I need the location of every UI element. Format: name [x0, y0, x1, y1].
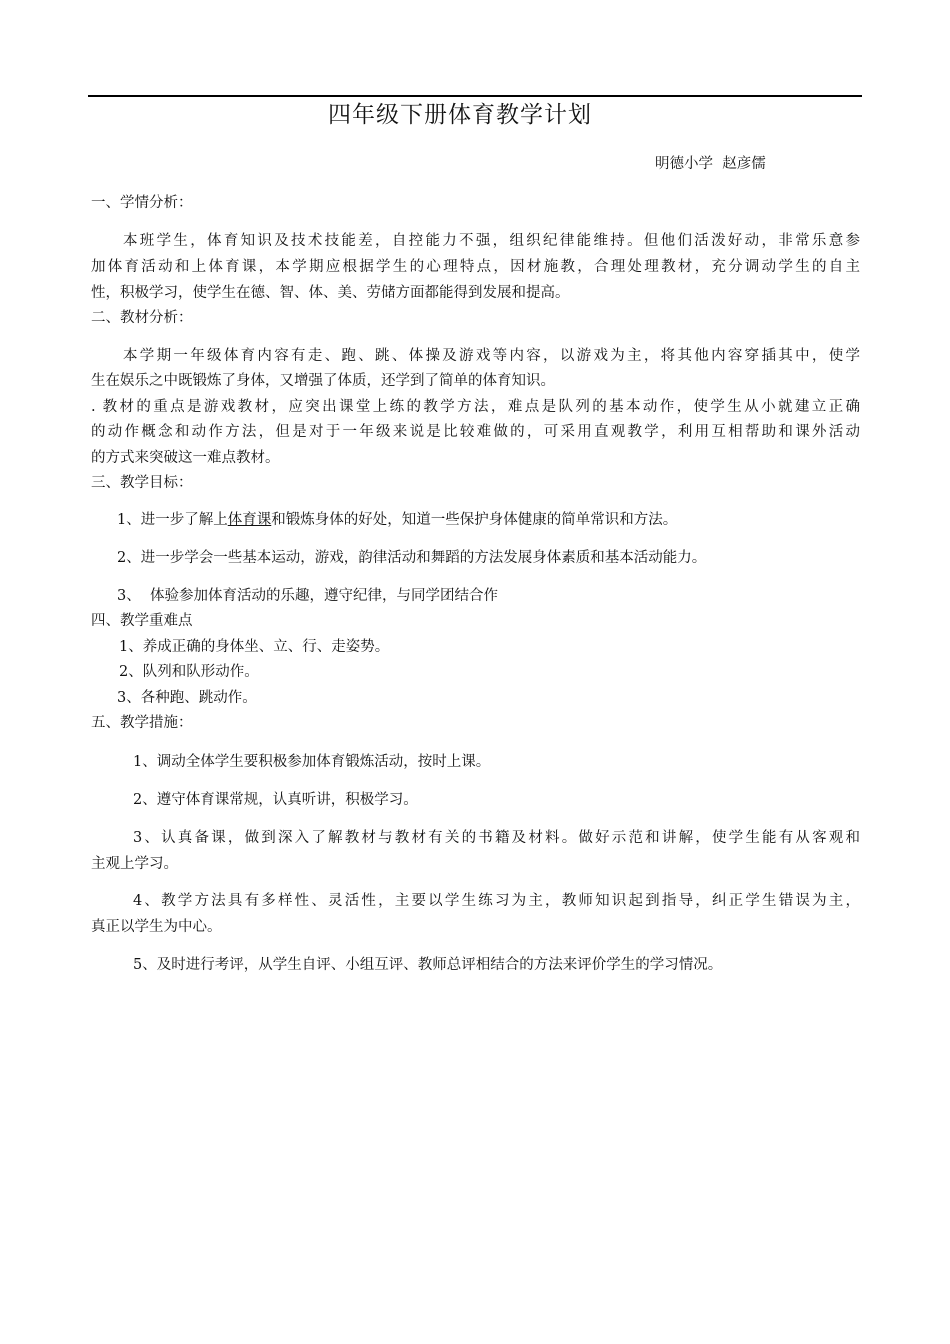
- paragraph-line: . 教材的重点是游戏教材，应突出课堂上练的教学方法，难点是队列的基本动作，使学生从小就建立正确: [91, 399, 860, 415]
- measure-item-5: 5、及时进行考评，从学生自评、小组互评、教师总评相结合的方法来评价学生的学习情况。: [133, 957, 723, 973]
- measure-item-1: 1、调动全体学生要积极参加体育锻炼活动，按时上课。: [133, 754, 491, 770]
- section-heading-2: 二、教材分析：: [91, 310, 193, 326]
- section-heading-4: 四、教学重难点: [91, 613, 193, 629]
- author-line: 明德小学 赵彦儒: [655, 156, 766, 172]
- pe-class-link[interactable]: 体育课: [227, 512, 272, 528]
- paragraph-line: 性，积极学习，使学生在德、智、体、美、劳储方面都能得到发展和提高。: [91, 285, 570, 301]
- paragraph-line: 加体育活动和上体育课，本学期应根据学生的心理特点，因材施教，合理处理教材，充分调动学生的自主: [91, 259, 860, 275]
- goal-item-1-pre: 1、进一步了解上: [117, 512, 228, 528]
- paragraph-line: 本班学生，体育知识及技术技能差，自控能力不强，组织纪律能维持。但他们活泼好动，非常乐意参: [123, 233, 860, 249]
- paragraph-line: 的动作概念和动作方法，但是对于一年级来说是比较难做的，可采用直观教学，利用互相帮助和课外活动: [91, 424, 860, 440]
- goal-item-1-post: 和锻炼身体的好处，知道一些保护身体健康的简单常识和方法。: [271, 512, 678, 528]
- goal-item-2: 2、进一步学会一些基本运动，游戏，韵律活动和舞蹈的方法发展身体素质和基本活动能力。: [117, 550, 707, 566]
- measure-item-4-cont: 真正以学生为中心。: [91, 919, 222, 935]
- section-heading-1: 一、学情分析：: [91, 195, 193, 211]
- top-rule: [88, 95, 862, 97]
- section-heading-3: 三、教学目标：: [91, 475, 193, 491]
- key-point-item: 3、各种跑、跳动作。: [117, 690, 257, 706]
- paragraph-line: 本学期一年级体育内容有走、跑、跳、体操及游戏等内容，以游戏为主，将其他内容穿插其中，使学: [123, 348, 860, 364]
- measure-item-4: 4、教学方法具有多样性、灵活性，主要以学生练习为主，教师知识起到指导，纠正学生错误为主，: [133, 893, 860, 909]
- goal-item-3: 3、 体验参加体育活动的乐趣，遵守纪律，与同学团结合作: [117, 588, 498, 604]
- key-point-item: 2、队列和队形动作。: [119, 664, 259, 680]
- section-heading-5: 五、教学措施：: [91, 715, 193, 731]
- measure-item-3: 3、认真备课，做到深入了解教材与教材有关的书籍及材料。做好示范和讲解，使学生能有从客观和: [133, 830, 860, 846]
- goal-item-1: [117, 509, 677, 531]
- paragraph-line: 生在娱乐之中既锻炼了身体，又增强了体质，还学到了简单的体育知识。: [91, 373, 555, 389]
- measure-item-3-cont: 主观上学习。: [91, 856, 178, 872]
- paragraph-line: 的方式来突破这一难点教材。: [91, 450, 280, 466]
- document-title: 四年级下册体育教学计划: [328, 102, 592, 128]
- measure-item-2: 2、遵守体育课常规，认真听讲，积极学习。: [133, 792, 418, 808]
- key-point-item: 1、养成正确的身体坐、立、行、走姿势。: [119, 639, 390, 655]
